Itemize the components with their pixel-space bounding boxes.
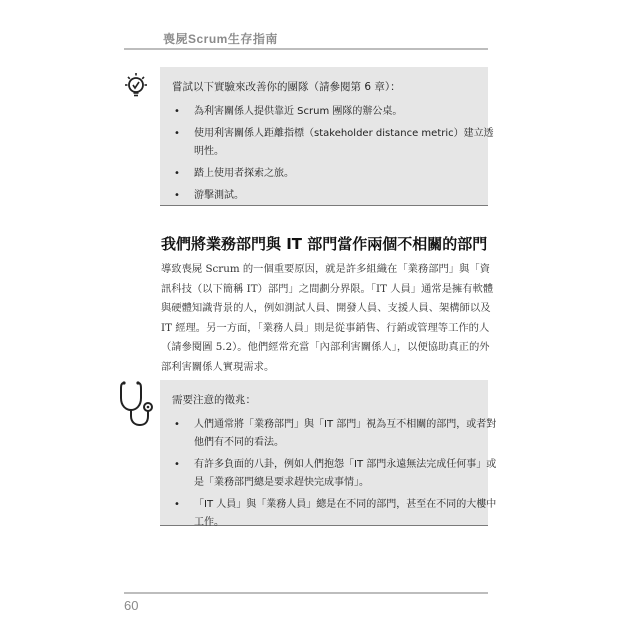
list-item: • 「IT 人員」與「業務人員」總是在不同的部門，甚至在不同的大樓中 工作。 [174,499,497,528]
list-item: • 為利害關係人提供靠近 Scrum 團隊的辦公桌。 [174,106,403,117]
experiment-list [172,103,494,205]
list-item: • 人們通常將「業務部門」與「IT 部門」視為互不相關的部門，或者對 他們有不同的看法。 [174,419,497,448]
warning-box-title: 需要注意的徵兆： [172,394,256,406]
section-heading: 我們將業務部門與 IT 部門當作兩個不相關的部門 [161,235,488,253]
stethoscope-icon [118,380,154,428]
warning-signs-box [160,380,497,528]
list-item: • 踏上使用者探索之旅。 [174,168,294,179]
footer-divider [124,592,488,594]
list-item: • 使用利害關係人距離指標（stakeholder distance metric）建立透 明性。 [174,128,494,157]
experiment-box [160,67,494,206]
warning-list [172,416,496,532]
header-divider [124,48,488,50]
body-paragraph: 導致喪屍 Scrum 的一個重要原因，就是許多組織在「業務部門」與「資 訊科技（以下簡稱 IT）部門」之間劃分界限。「IT 人員」通常是擁有軟體 與硬體知識背景的人，例如測試人員、開發人員、支援人員、架構師以及 IT 經理。另一方面，「業務人員」則是從事銷售、行銷或管理等工作的人 （請參閱圖 5.2）。他們經常充當「內部利害關係人」，以便協助真正的外 部利害關係人實現需求。 [161,263,494,373]
experiment-box-title: 嘗試以下實驗來改善你的團隊（請參閱第 6 章）： [172,81,401,93]
running-head: 喪屍Scrum生存指南 [163,32,278,46]
list-item: • 有許多負面的八卦，例如人們抱怨「IT 部門永遠無法完成任何事」或 是「業務部門總是要求趕快完成事情」。 [174,459,497,488]
lightbulb-icon [121,71,151,101]
page-number: 60 [124,598,139,613]
list-item: • 游擊測試。 [174,190,244,201]
